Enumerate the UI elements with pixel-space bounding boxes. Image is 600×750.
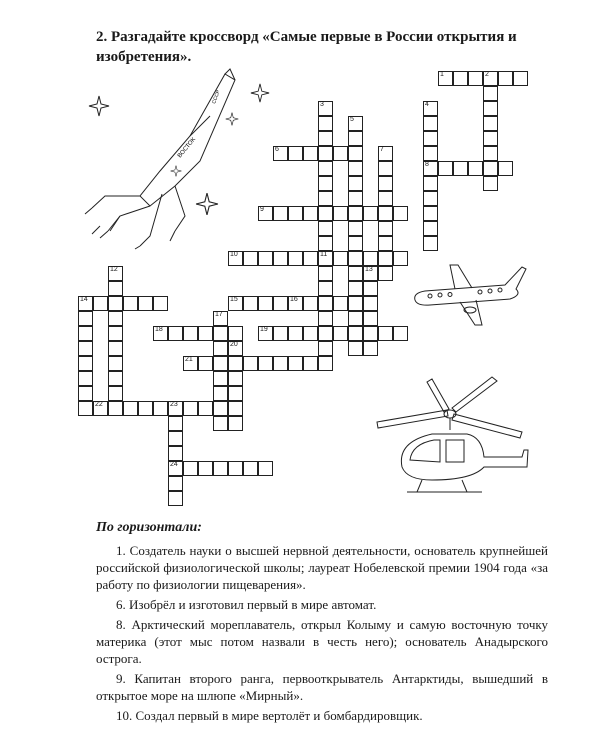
- crossword-cell[interactable]: [108, 386, 123, 401]
- task-title: 2. Разгадайте кроссворд «Самые первые в России открытия и изобретения».: [96, 29, 517, 65]
- crossword-cell[interactable]: [348, 236, 363, 251]
- crossword-cell[interactable]: [228, 416, 243, 431]
- crossword-cell[interactable]: [213, 401, 228, 416]
- crossword-cell[interactable]: [423, 236, 438, 251]
- crossword-cell[interactable]: [423, 191, 438, 206]
- crossword-cell[interactable]: [423, 131, 438, 146]
- crossword-cell[interactable]: [348, 146, 363, 161]
- crossword-cell[interactable]: [348, 266, 363, 281]
- crossword-cell[interactable]: [288, 146, 303, 161]
- crossword-cell[interactable]: [348, 221, 363, 236]
- crossword-cell[interactable]: [213, 461, 228, 476]
- crossword-cell[interactable]: [378, 161, 393, 176]
- crossword-cell[interactable]: [78, 371, 93, 386]
- crossword-cell[interactable]: [423, 221, 438, 236]
- crossword-cell[interactable]: [303, 206, 318, 221]
- crossword-cell[interactable]: [348, 296, 363, 311]
- crossword-cell[interactable]: [78, 356, 93, 371]
- clue-across-10: 10. Создал первый в мире вертолёт и бомбардировщик.: [116, 708, 423, 723]
- crossword-cell[interactable]: [318, 191, 333, 206]
- clue-number: 18: [155, 326, 163, 333]
- crossword-cell[interactable]: [273, 296, 288, 311]
- crossword-cell[interactable]: [108, 311, 123, 326]
- clue-number: 2: [485, 71, 489, 78]
- crossword-cell[interactable]: [318, 131, 333, 146]
- crossword-cell[interactable]: [228, 371, 243, 386]
- crossword-cell[interactable]: [318, 326, 333, 341]
- crossword-cell[interactable]: [258, 461, 273, 476]
- crossword-cell[interactable]: [498, 161, 513, 176]
- crossword-cell[interactable]: [483, 101, 498, 116]
- crossword-cell[interactable]: [243, 356, 258, 371]
- crossword-cell[interactable]: [228, 296, 243, 311]
- crossword-cell[interactable]: [138, 401, 153, 416]
- crossword-cell[interactable]: [228, 356, 243, 371]
- crossword-cell[interactable]: [318, 356, 333, 371]
- crossword-cell[interactable]: [198, 356, 213, 371]
- crossword-cell[interactable]: [228, 251, 243, 266]
- crossword-cell[interactable]: [333, 326, 348, 341]
- crossword-cell[interactable]: [303, 356, 318, 371]
- crossword-cell[interactable]: [243, 251, 258, 266]
- crossword-cell[interactable]: [303, 326, 318, 341]
- crossword-cell[interactable]: [318, 206, 333, 221]
- clue-across-9: 9. Капитан второго ранга, первооткрыватель Антарктиды, вышедший в открытое море на шлюпе «Мирный».: [96, 671, 548, 703]
- crossword-cell[interactable]: [483, 146, 498, 161]
- crossword-cell[interactable]: [228, 401, 243, 416]
- crossword-cell[interactable]: [123, 401, 138, 416]
- crossword-cell[interactable]: [318, 161, 333, 176]
- crossword-cell[interactable]: [168, 491, 183, 506]
- crossword-cell[interactable]: [213, 341, 228, 356]
- clue-number: 3: [320, 101, 324, 108]
- crossword-cell[interactable]: [168, 326, 183, 341]
- crossword-cell[interactable]: [363, 296, 378, 311]
- crossword-cell[interactable]: [483, 176, 498, 191]
- crossword-cell[interactable]: [153, 401, 168, 416]
- crossword-cell[interactable]: [123, 296, 138, 311]
- crossword-cell[interactable]: [468, 161, 483, 176]
- crossword-cell[interactable]: [393, 206, 408, 221]
- crossword-cell[interactable]: [273, 206, 288, 221]
- crossword-cell[interactable]: [168, 446, 183, 461]
- crossword-cell[interactable]: [288, 251, 303, 266]
- crossword-cell[interactable]: [228, 386, 243, 401]
- crossword-cell[interactable]: [108, 356, 123, 371]
- crossword-cell[interactable]: [258, 356, 273, 371]
- crossword-cell[interactable]: [348, 161, 363, 176]
- crossword-cell[interactable]: [153, 326, 168, 341]
- crossword-cell[interactable]: [228, 461, 243, 476]
- crossword-cell[interactable]: [273, 356, 288, 371]
- crossword-cell[interactable]: [318, 281, 333, 296]
- crossword-cell[interactable]: [378, 176, 393, 191]
- crossword-cell[interactable]: [93, 401, 108, 416]
- crossword-cell[interactable]: [363, 281, 378, 296]
- crossword-cell[interactable]: [108, 326, 123, 341]
- clue-number: 15: [230, 296, 238, 303]
- crossword-cell[interactable]: [333, 146, 348, 161]
- clues-section: [96, 520, 548, 727]
- crossword-cell[interactable]: [303, 296, 318, 311]
- crossword-cell[interactable]: [108, 371, 123, 386]
- clue-number: 23: [170, 401, 178, 408]
- crossword-cell[interactable]: [288, 356, 303, 371]
- crossword-cell[interactable]: [453, 71, 468, 86]
- crossword-cell[interactable]: [213, 371, 228, 386]
- crossword-cell[interactable]: [423, 161, 438, 176]
- crossword-cell[interactable]: [348, 176, 363, 191]
- crossword-cell[interactable]: [318, 101, 333, 116]
- crossword-cell[interactable]: [318, 146, 333, 161]
- crossword-cell[interactable]: [483, 86, 498, 101]
- clue-number: 4: [425, 101, 429, 108]
- crossword-cell[interactable]: [438, 71, 453, 86]
- crossword-cell[interactable]: [168, 476, 183, 491]
- crossword-cell[interactable]: [438, 161, 453, 176]
- crossword-cell[interactable]: [453, 161, 468, 176]
- crossword-cell[interactable]: [213, 326, 228, 341]
- crossword-cell[interactable]: [183, 401, 198, 416]
- crossword-cell[interactable]: [198, 401, 213, 416]
- clue-number: 1: [440, 71, 444, 78]
- clue-number: 24: [170, 461, 178, 468]
- crossword-cell[interactable]: [378, 266, 393, 281]
- clue-number: 20: [230, 341, 238, 348]
- crossword-cell[interactable]: [318, 116, 333, 131]
- crossword-cell[interactable]: [363, 311, 378, 326]
- crossword-cell[interactable]: [78, 341, 93, 356]
- clue-number: 6: [275, 146, 279, 153]
- clue-number: 16: [290, 296, 298, 303]
- crossword-cell[interactable]: [273, 146, 288, 161]
- crossword-cell[interactable]: [288, 326, 303, 341]
- crossword-cell[interactable]: [333, 206, 348, 221]
- crossword-cell[interactable]: [363, 326, 378, 341]
- clue-across-1: 1. Создатель науки о высшей нервной деятельности, основатель крупнейшей российской физиологической школы; лауреат Нобелевской премии 1904 года «за работу по физиологии пищеварения».: [96, 543, 548, 592]
- crossword-cell[interactable]: [228, 326, 243, 341]
- crossword-cell[interactable]: [483, 131, 498, 146]
- crossword-cell[interactable]: [318, 221, 333, 236]
- crossword-cell[interactable]: [423, 206, 438, 221]
- crossword-cell[interactable]: [333, 251, 348, 266]
- crossword-cell[interactable]: [168, 431, 183, 446]
- crossword-cell[interactable]: [213, 416, 228, 431]
- crossword-cell[interactable]: [78, 401, 93, 416]
- crossword-cell[interactable]: [183, 326, 198, 341]
- crossword-cell[interactable]: [213, 356, 228, 371]
- clue-number: 19: [260, 326, 268, 333]
- crossword-cell[interactable]: [168, 401, 183, 416]
- crossword-cell[interactable]: [183, 461, 198, 476]
- crossword-cell[interactable]: [108, 341, 123, 356]
- crossword-cell[interactable]: [258, 251, 273, 266]
- crossword-cell[interactable]: [273, 326, 288, 341]
- rocket-label: ВОСТОК: [176, 136, 198, 160]
- crossword-cell[interactable]: [213, 386, 228, 401]
- crossword-cell[interactable]: [348, 281, 363, 296]
- crossword-cell[interactable]: [363, 341, 378, 356]
- clue-number: 17: [215, 311, 223, 318]
- crossword-cell[interactable]: [273, 251, 288, 266]
- clue-number: 9: [260, 206, 264, 213]
- crossword-cell[interactable]: [183, 356, 198, 371]
- crossword-cell[interactable]: [348, 116, 363, 131]
- crossword-cell[interactable]: [228, 341, 243, 356]
- crossword-cell[interactable]: [318, 341, 333, 356]
- crossword-cell[interactable]: [483, 116, 498, 131]
- crossword-cell[interactable]: [378, 251, 393, 266]
- crossword-cell[interactable]: [303, 251, 318, 266]
- clue-number: 7: [380, 146, 384, 153]
- crossword-cell[interactable]: [483, 71, 498, 86]
- crossword-cell[interactable]: [393, 251, 408, 266]
- crossword-cell[interactable]: [348, 326, 363, 341]
- crossword-cell[interactable]: [348, 251, 363, 266]
- clue-number: 21: [185, 356, 193, 363]
- crossword-cell[interactable]: [423, 146, 438, 161]
- crossword-cell[interactable]: [78, 386, 93, 401]
- crossword-cell[interactable]: [93, 296, 108, 311]
- clue-number: 13: [365, 266, 373, 273]
- crossword-cell[interactable]: [483, 161, 498, 176]
- crossword-cell[interactable]: [108, 266, 123, 281]
- crossword-cell[interactable]: [168, 416, 183, 431]
- clue-across-6: 6. Изобрёл и изготовил первый в мире автомат.: [116, 597, 377, 612]
- rocket-flag: СССР: [211, 89, 222, 105]
- crossword-cell[interactable]: [303, 146, 318, 161]
- crossword-cell[interactable]: [348, 131, 363, 146]
- crossword-cell[interactable]: [468, 71, 483, 86]
- crossword-cell[interactable]: [168, 461, 183, 476]
- crossword-cell[interactable]: [318, 266, 333, 281]
- crossword-cell[interactable]: [318, 251, 333, 266]
- crossword-cell[interactable]: [318, 176, 333, 191]
- crossword-cell[interactable]: [363, 266, 378, 281]
- clue-number: 12: [110, 266, 118, 273]
- crossword-cell[interactable]: [498, 71, 513, 86]
- crossword-cell[interactable]: [318, 296, 333, 311]
- clue-number: 22: [95, 401, 103, 408]
- crossword-cell[interactable]: [78, 311, 93, 326]
- crossword-cell[interactable]: [243, 296, 258, 311]
- crossword-cell[interactable]: [348, 206, 363, 221]
- crossword-cell[interactable]: [348, 341, 363, 356]
- crossword-cell[interactable]: [78, 326, 93, 341]
- crossword-cell[interactable]: [288, 296, 303, 311]
- crossword-cell[interactable]: [108, 401, 123, 416]
- crossword-cell[interactable]: [153, 296, 168, 311]
- crossword-cell[interactable]: [258, 206, 273, 221]
- crossword-cell[interactable]: [288, 206, 303, 221]
- clue-across-8: 8. Арктический мореплаватель, открыл Колыму и самую восточную точку материка (этот мыс потом назвали в честь него); основатель Анадырского острога.: [96, 617, 548, 666]
- crossword-cell[interactable]: [378, 206, 393, 221]
- crossword-cell[interactable]: [198, 461, 213, 476]
- crossword-cell[interactable]: [363, 251, 378, 266]
- crossword-cell[interactable]: [423, 116, 438, 131]
- crossword-cell[interactable]: [378, 326, 393, 341]
- crossword-cell[interactable]: [513, 71, 528, 86]
- crossword-cell[interactable]: [318, 311, 333, 326]
- crossword-cell[interactable]: [318, 236, 333, 251]
- crossword-cell[interactable]: [258, 296, 273, 311]
- crossword-cell[interactable]: [138, 296, 153, 311]
- crossword-cell[interactable]: [78, 296, 93, 311]
- crossword-cell[interactable]: [378, 146, 393, 161]
- crossword-cell[interactable]: [348, 311, 363, 326]
- crossword-cell[interactable]: [198, 326, 213, 341]
- crossword-cell[interactable]: [378, 191, 393, 206]
- clue-number: 10: [230, 251, 238, 258]
- crossword-cell[interactable]: [363, 206, 378, 221]
- crossword-cell[interactable]: [393, 326, 408, 341]
- clue-number: 8: [425, 161, 429, 168]
- clue-number: 11: [320, 251, 328, 258]
- crossword-cell[interactable]: [258, 326, 273, 341]
- crossword-cell[interactable]: [423, 101, 438, 116]
- crossword-cell[interactable]: [213, 311, 228, 326]
- crossword-cell[interactable]: [378, 221, 393, 236]
- crossword-cell[interactable]: [108, 281, 123, 296]
- clues-heading: По горизонтали:: [96, 520, 202, 535]
- clue-number: 14: [80, 296, 88, 303]
- crossword-cell[interactable]: [348, 191, 363, 206]
- clue-number: 5: [350, 116, 354, 123]
- crossword-cell[interactable]: [108, 296, 123, 311]
- crossword-cell[interactable]: [378, 236, 393, 251]
- crossword-cell[interactable]: [243, 461, 258, 476]
- crossword-cell[interactable]: [333, 296, 348, 311]
- crossword-cell[interactable]: [423, 176, 438, 191]
